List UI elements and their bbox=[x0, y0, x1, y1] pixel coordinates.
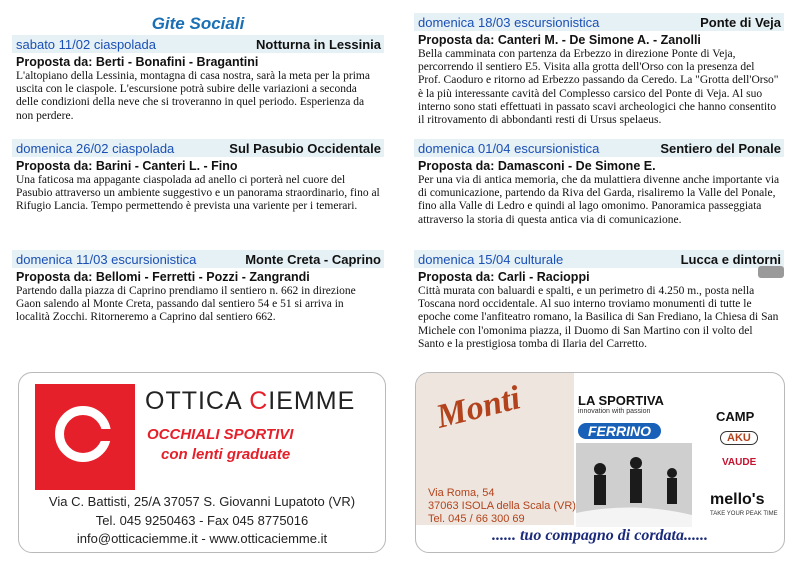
event-date: domenica 11/03 escursionistica bbox=[16, 251, 197, 267]
event-proposal: Proposta da: Berti - Bonafini - Bragantini bbox=[16, 55, 259, 69]
event-name: Lucca e dintorni bbox=[680, 251, 781, 267]
event-proposal: Proposta da: Carli - Racioppi bbox=[414, 268, 784, 284]
brand-ferrino: FERRINO bbox=[578, 423, 661, 439]
event-proposal: Proposta da: Barini - Canteri L. - Fino bbox=[16, 159, 238, 173]
event-description: Città murata con baluardi e spalti, e un perimetro di 4.250 m., posta nella Toscana nord occidentale. Al suo interno troviamo monumenti di tutte le epoche come l'anfiteatro romano, la Basilica di San Frediano, la Chiesa di San Michele con l'omonima piazza, il Duomo di San Martino con il volto del Santo e la prestigiosa tomba di Ilaria del Carretto. bbox=[418, 285, 779, 350]
event-card bbox=[414, 250, 784, 351]
brand-aku: AKU bbox=[720, 431, 758, 445]
event-header bbox=[12, 139, 384, 157]
event-name: Sentiero del Ponale bbox=[660, 140, 781, 156]
event-proposal: Proposta da: Bellomi - Ferretti - Pozzi - Zangrandi bbox=[16, 270, 310, 284]
event-card bbox=[414, 13, 784, 127]
brand-la-sportiva-tagline: innovation with passion bbox=[578, 408, 651, 415]
event-header bbox=[414, 250, 784, 268]
event-description: Partendo dalla piazza di Caprino prendiamo il sentiero n. 662 in direzione Gaon salendo al Monte Creta, passando dal sentiero 54 e 51 si arriva in località Zocchi. Ritorneremo a Caprino dal sentiero 662. bbox=[16, 285, 356, 324]
event-date: domenica 01/04 escursionistica bbox=[418, 140, 600, 156]
left-column bbox=[12, 0, 384, 324]
brand-la-sportiva: LA SPORTIVA bbox=[578, 393, 664, 408]
ottica-address: Via C. Battisti, 25/A 37057 S. Giovanni Lupatoto (VR) bbox=[48, 494, 356, 509]
monti-logo: Monti bbox=[432, 379, 525, 436]
bus-icon bbox=[758, 266, 784, 278]
monti-slogan: ...... tuo compagno di cordata...... bbox=[491, 527, 708, 544]
event-name: Sul Pasubio Occidentale bbox=[229, 140, 381, 156]
ottica-contact: info@otticaciemme.it - www.otticaciemme.it bbox=[76, 531, 328, 546]
event-name: Notturna in Lessinia bbox=[256, 36, 381, 52]
event-date: domenica 18/03 escursionistica bbox=[418, 14, 600, 30]
event-proposal: Proposta da: Canteri M. - De Simone A. - Zanolli bbox=[418, 33, 701, 47]
mountaineers-photo bbox=[576, 443, 692, 527]
event-date: sabato 11/02 ciaspolada bbox=[16, 36, 156, 52]
ottica-phone: Tel. 045 9250463 - Fax 045 8775016 bbox=[95, 513, 309, 528]
event-description: Bella camminata con partenza da Erbezzo in direzione Ponte di Veja, percorrendo il sentiero E5. Visita alla grotta dell'Orso con la presenza del Prof. Caoduro e ritorno ad Erbezzo passando da Ceredo. La "Grotta dell'Orso" è la più interessante cavità del Complesso carsico del Ponte di Veja. Al suo interno sono stati effettuati in passato scavi archeologici che hanno consentito il ritrovamento di abbondanti resti di Ursus spelaeus. bbox=[418, 48, 779, 127]
event-card bbox=[414, 139, 784, 227]
page-title: Gite Sociali bbox=[151, 14, 245, 33]
event-header bbox=[414, 139, 784, 157]
event-date: domenica 26/02 ciaspolada bbox=[16, 140, 175, 156]
event-header bbox=[12, 35, 384, 53]
ottica-logo-icon bbox=[35, 384, 135, 490]
event-name: Ponte di Veja bbox=[700, 14, 781, 30]
event-header bbox=[12, 250, 384, 268]
brand-vaude: VAUDE bbox=[722, 457, 757, 468]
event-date: domenica 15/04 culturale bbox=[418, 251, 564, 267]
ottica-tagline-2: con lenti graduate bbox=[161, 446, 291, 463]
ottica-tagline-1: OCCHIALI SPORTIVI bbox=[147, 426, 294, 443]
brand-mellos: mello's bbox=[710, 491, 765, 508]
ad-monti bbox=[415, 372, 785, 553]
brand-mellos-tagline: TAKE YOUR PEAK TIME bbox=[710, 511, 778, 517]
monti-panel bbox=[416, 373, 574, 525]
event-description: L'altopiano della Lessinia, montagna di casa nostra, sarà la meta per la prima uscita con le ciaspole. L'escursione potrà subire delle variazioni a seconda delle condizioni della neve che si troveranno in quel periodo. Esperienza da non perdere. bbox=[16, 70, 370, 122]
event-proposal: Proposta da: Damasconi - De Simone E. bbox=[418, 159, 656, 173]
ottica-name: OTTICA CIEMME bbox=[145, 387, 356, 415]
ad-ottica-ciemme bbox=[18, 372, 386, 553]
mountaineers-icon bbox=[576, 443, 692, 527]
event-name: Monte Creta - Caprino bbox=[245, 251, 381, 267]
event-description: Per una via di antica memoria, che da mulattiera divenne anche importante via di comunicazione, partendo da Riva del Garda, risaliremo la Valle del Ponale, fino alla Valle di Ledro e quindi al lago omonimo. Panoramica passeggiata attraverso la storia di questa antica via di comunicazione. bbox=[418, 174, 780, 226]
event-card bbox=[12, 250, 384, 325]
brand-camp: CAMP bbox=[716, 409, 755, 424]
event-header bbox=[414, 13, 784, 31]
event-card bbox=[12, 35, 384, 123]
monti-address: Via Roma, 54 37063 ISOLA della Scala (VR) Tel. 045 / 66 300 69 bbox=[428, 487, 576, 525]
event-description: Una faticosa ma appagante ciaspolada ad anello ci porterà nel cuore del Pasubio attraverso un ambiente suggestivo e un panorama straordinario, fino al Rifugio Lancia. Tempo permettendo è prevista una variente per i temerari. bbox=[16, 174, 380, 213]
event-card bbox=[12, 139, 384, 214]
